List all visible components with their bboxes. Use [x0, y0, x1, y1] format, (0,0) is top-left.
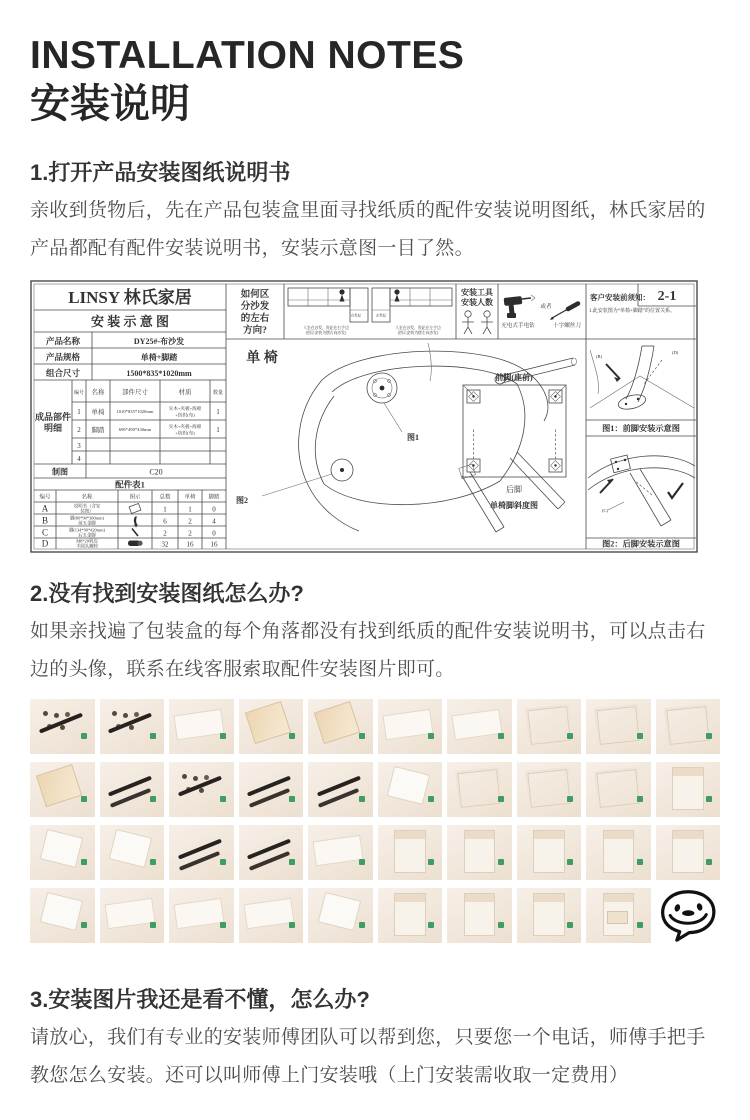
gallery-thumbnail — [656, 825, 721, 880]
col-header: 脚踏 — [208, 494, 220, 501]
part-ref: (B) — [596, 353, 602, 359]
leg-plate-icon — [467, 459, 480, 472]
cell: C — [41, 527, 49, 538]
page-title-zh: 安装说明 — [30, 81, 190, 126]
col-header: 编号 — [39, 494, 51, 501]
gallery-thumbnail — [586, 699, 651, 754]
gallery-thumbnail — [239, 888, 304, 943]
gallery-thumbnail — [308, 825, 373, 880]
screwdriver-label: 十字螺丝刀 — [553, 322, 581, 329]
question-line: 方向? — [243, 325, 267, 336]
finished-parts-label2: 明细 — [43, 422, 63, 433]
fig1-caption: 图1：前脚安装示意图 — [602, 423, 680, 433]
fig1-panel — [586, 346, 696, 436]
col-header: 图示 — [129, 494, 141, 501]
cell: 2 — [188, 529, 192, 538]
cell: 4 — [212, 517, 216, 526]
gallery-thumbnail — [517, 888, 582, 943]
notice-line: 1.此安装图为“单椅+脚踏”的位置关系。 — [589, 308, 676, 314]
col-header: 单椅 — [184, 494, 196, 501]
person-icon — [462, 310, 474, 333]
cell: M8*20斜边 — [76, 538, 98, 544]
gallery-thumbnail — [30, 888, 95, 943]
question-line: 如何区 — [240, 289, 270, 300]
chair-label: 单 椅 — [246, 350, 278, 366]
cell: 1 — [216, 407, 220, 416]
cell: 脚踏 — [91, 426, 105, 434]
person-icon — [481, 310, 493, 333]
cell: 16 — [210, 540, 218, 549]
cell: 装图） — [80, 508, 94, 514]
drill-icon — [504, 295, 535, 318]
combo-size: 1500*835*1020mm — [126, 368, 192, 378]
section3-body: 请放心，我们有专业的安装师傅团队可以帮到您，只要您一个电话，师傅手把手教您怎么安装。还可以叫师傅上门安装哦（上门安装需收取一定费用） — [30, 1026, 706, 1086]
cell: 4 — [77, 454, 81, 463]
section3-heading: 3.安装图片我还是看不懂，怎么办? — [30, 986, 370, 1012]
chaise-label: 右贵妃 — [350, 313, 362, 318]
col-header: 名称 — [91, 388, 105, 396]
cell: 1010*835*1020mm — [116, 408, 154, 414]
gallery-thumbnail — [100, 888, 165, 943]
col-header: 材质 — [178, 388, 192, 396]
question-line: 的左右 — [240, 313, 270, 324]
gallery-thumbnail — [378, 762, 443, 817]
notice-title: 客户安装前须知： — [590, 292, 650, 302]
col-header: 总数 — [159, 494, 171, 501]
installation-diagram-figure — [30, 280, 698, 553]
col-header: 编号 — [73, 390, 85, 396]
cell: 696*490*430mm — [118, 426, 152, 432]
fig2-panel — [586, 455, 696, 548]
gallery-thumbnail — [447, 699, 512, 754]
cell: 0 — [212, 529, 216, 538]
page-title-en: INSTALLATION NOTES — [30, 34, 465, 77]
gallery-thumbnail — [169, 825, 234, 880]
diagram-title: 安 装 示 意 图 — [90, 313, 170, 329]
gallery-thumbnail — [378, 699, 443, 754]
gallery-thumbnail — [239, 699, 304, 754]
tilt-label: 单椅脚斜度图 — [490, 500, 538, 510]
finished-parts-label: 成品部件 — [34, 411, 72, 422]
tools-people-box — [461, 284, 498, 339]
cell: 1 — [188, 505, 192, 514]
gallery-thumbnail — [239, 762, 304, 817]
fig2-caption: 图2：后脚安装示意图 — [602, 539, 680, 549]
section1-body: 亲收到货物后，先在产品包装盒里面寻找纸质的配件安装说明图纸，林氏家居的产品都配有配件安装说明书，安装示意图一目了然。 — [30, 199, 706, 259]
gallery-thumbnail — [308, 888, 373, 943]
gallery-thumbnail — [30, 825, 95, 880]
gallery-thumbnail — [30, 699, 95, 754]
gallery-thumbnail — [308, 762, 373, 817]
smiley-face-icon — [656, 888, 721, 943]
gallery-thumbnail — [656, 699, 721, 754]
cell: 0 — [212, 505, 216, 514]
cell: 2 — [77, 425, 81, 434]
cell: 2 — [188, 517, 192, 526]
col-header: 名称 — [81, 494, 93, 501]
cell: 脚(80*90*300mm) — [70, 515, 104, 521]
cell: +纺织(布) — [175, 412, 195, 418]
sofa-caption: (图示安装为摆右向沙发) — [305, 330, 347, 335]
gallery-thumbnail — [586, 825, 651, 880]
gallery-thumbnail — [378, 825, 443, 880]
fig2-tag: 图2 — [236, 495, 248, 505]
cell: D — [41, 538, 49, 549]
gallery-thumbnail — [586, 762, 651, 817]
section2-body: 如果亲找遍了包装盒的每个角落都没有找到纸质的配件安装说明书，可以点击右边的头像，联系在线客服索取配件安装图片即可。 — [30, 620, 706, 680]
gallery-thumbnail — [517, 699, 582, 754]
sofa-caption: (图示安装为摆左向沙发) — [397, 330, 439, 335]
cell: 1 — [216, 425, 220, 434]
cell: 32 — [161, 540, 169, 549]
drawing-label: 制图 — [52, 467, 68, 477]
back-leg-label: 后脚 — [506, 484, 522, 494]
cell: 实木+夹板+海绵 — [168, 405, 202, 411]
sofa-direction-diagrams — [288, 284, 456, 339]
info-label: 产品规格 — [45, 351, 81, 362]
gallery-thumbnail — [447, 888, 512, 943]
leg-plate-icon — [549, 390, 562, 403]
drill-label: 充电式手电钻 — [501, 322, 535, 329]
front-leg-icon — [134, 516, 137, 524]
gallery-thumbnail — [517, 825, 582, 880]
direction-question-box — [240, 284, 284, 339]
sofa-caption: 人坐在沙发，贵妃在右手边 — [303, 325, 349, 330]
gallery-thumbnail — [169, 762, 234, 817]
col-header: 部件尺寸 — [122, 388, 148, 396]
cell: A — [41, 503, 49, 514]
cell: +纺织(布) — [175, 430, 195, 436]
back-leg-icon — [132, 528, 138, 536]
leg-plate-icon — [467, 390, 480, 403]
leg-plate-icon — [549, 459, 562, 472]
gallery-thumbnail — [378, 888, 443, 943]
gallery-thumbnail — [656, 762, 721, 817]
cell: 1 — [77, 407, 81, 416]
gallery-thumbnail — [100, 825, 165, 880]
part-ref: (D) — [672, 349, 679, 355]
cell: 6 — [163, 517, 167, 526]
info-label: 组合尺寸 — [45, 367, 81, 378]
gallery-thumbnail — [169, 699, 234, 754]
installation-diagram — [30, 280, 720, 553]
sofa-caption: 人坐在沙发，贵妃在左手边 — [395, 325, 441, 330]
page-number: 2-1 — [657, 288, 677, 304]
product-name: DY25#-布沙发 — [133, 336, 185, 346]
cell: 半圆头螺栓 — [76, 543, 98, 549]
product-spec: 单椅+脚踏 — [140, 352, 178, 362]
cell: 3 — [77, 441, 81, 450]
gallery-thumbnail — [447, 762, 512, 817]
section1-heading: 1.打开产品安装图纸说明书 — [30, 159, 291, 185]
gallery-thumbnail — [447, 825, 512, 880]
info-label: 产品名称 — [45, 335, 81, 346]
manual-icon — [129, 503, 141, 513]
cell: 实木+夹板+海绵 — [168, 423, 202, 429]
leg-tilt-diagram — [463, 372, 566, 510]
cell: 16 — [186, 540, 194, 549]
or-label: 或者 — [540, 303, 552, 310]
col-header: 数量 — [212, 390, 224, 396]
gallery-thumbnail — [308, 699, 373, 754]
gallery-thumbnail — [586, 888, 651, 943]
parts-gallery — [30, 699, 720, 943]
cell: 1 — [163, 505, 167, 514]
gallery-thumbnail — [517, 762, 582, 817]
people-label: 安装人数 — [461, 297, 493, 307]
chaise-label: 左贵妃 — [375, 313, 387, 318]
fittings-table — [34, 490, 226, 550]
question-line: 分沙发 — [240, 301, 270, 312]
gallery-thumbnail — [239, 825, 304, 880]
screwdriver-icon — [550, 303, 578, 320]
cell: 脚(134*90*420mm) — [68, 527, 106, 533]
cell: 后五金脚 — [78, 532, 96, 538]
gallery-thumbnail — [100, 699, 165, 754]
gallery-thumbnail — [169, 888, 234, 943]
cell: 前五金脚 — [78, 520, 96, 526]
fig1-tag: 图1 — [407, 432, 419, 442]
cell: 2 — [163, 529, 167, 538]
tools-label: 安装工具 — [461, 287, 493, 297]
brand-name: LINSY 林氏家居 — [68, 287, 192, 307]
drawing-no: C20 — [149, 467, 163, 477]
gallery-thumbnail — [100, 762, 165, 817]
cell: 说明书（含安 — [73, 503, 101, 509]
cell: 单椅 — [91, 408, 105, 416]
section2-heading: 2.没有找到安装图纸怎么办? — [30, 580, 304, 606]
gallery-thumbnail — [30, 762, 95, 817]
front-leg-label: 前脚(座前) — [495, 372, 533, 382]
part-ref: (C) — [602, 507, 608, 513]
bolt-head-icon — [137, 540, 142, 545]
fittings-title: 配件表1 — [115, 479, 145, 490]
cell: B — [41, 515, 49, 526]
smiley-doodle — [656, 888, 721, 943]
